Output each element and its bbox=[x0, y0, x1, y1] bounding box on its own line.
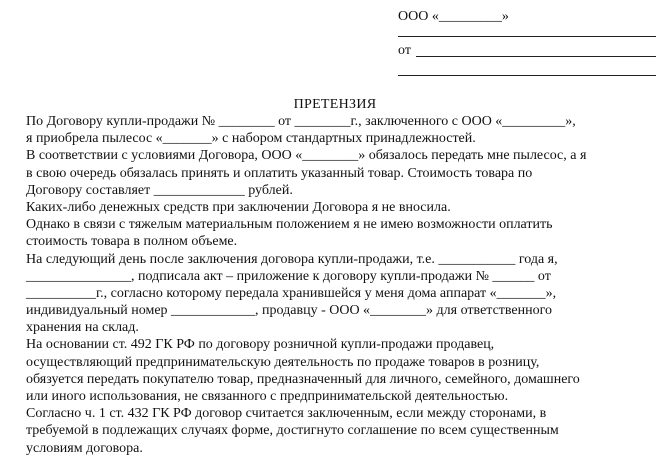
body-line: На основании ст. 492 ГК РФ по договору розничной купли-продажи продавец, bbox=[26, 337, 495, 353]
body-line: Договору составляет _____________ рублей. bbox=[26, 182, 293, 198]
body-line: На следующий день после заключения договора купли-продажи, т.е. ___________ года я, bbox=[26, 251, 558, 267]
body-line: В соответствии с условиями Договора, ООО «________» обязалось передать мне пылесос, а я bbox=[26, 148, 587, 164]
body-line: хранения на склад. bbox=[26, 320, 139, 336]
header-from-blank-line bbox=[416, 56, 656, 57]
header-company: ООО «_________» bbox=[398, 9, 509, 24]
header-blank-line-2 bbox=[398, 75, 656, 76]
header-blank-line bbox=[398, 36, 656, 37]
body-line: Однако в связи с тяжелым материальным положением я не имею возможности оплатить bbox=[26, 217, 553, 233]
body-line: осуществляющий предпринимательскую деятельность по продаже товаров в розницу, bbox=[26, 354, 540, 370]
body-line: обязуется передать покупателю товар, предназначенный для личного, семейного, домашнего bbox=[26, 371, 580, 387]
document-title: ПРЕТЕНЗИЯ bbox=[293, 97, 377, 112]
body-line: индивидуальный номер ____________, продавцу - ООО «________» для ответственного bbox=[26, 303, 553, 319]
body-line: в свою очередь обязалась принять и оплатить указанный товар. Стоимость товара по bbox=[26, 165, 533, 181]
body-line: По Договору купли-продажи № ________ от ________г., заключенного с ООО «_________», bbox=[26, 114, 576, 129]
body-line: условиям договора. bbox=[26, 440, 143, 456]
claim-body bbox=[26, 113, 666, 457]
body-line: стоимость товара в полном объеме. bbox=[26, 234, 238, 250]
body-line: Согласно ч. 1 ст. 432 ГК РФ договор считается заключенным, если между сторонами, в bbox=[26, 406, 547, 422]
body-line: __________г., согласно которому передала хранившейся у меня дома аппарат «_______», bbox=[26, 285, 557, 301]
header-from-label: от bbox=[398, 43, 411, 58]
body-line: или иного использования, не связанного с предпринимательской деятельностью. bbox=[26, 389, 509, 404]
body-line: требуемой в подлежащих случаях форме, достигнуто соглашение по всем существенным bbox=[26, 423, 559, 439]
body-line: _______________, подписала акт – приложение к договору купли-продажи № ______ от bbox=[26, 268, 551, 284]
body-line: я приобрела пылесос «_______» с набором стандартных принадлежностей. bbox=[26, 131, 476, 147]
body-line: Каких-либо денежных средств при заключении Договора я не вносила. bbox=[26, 199, 451, 215]
